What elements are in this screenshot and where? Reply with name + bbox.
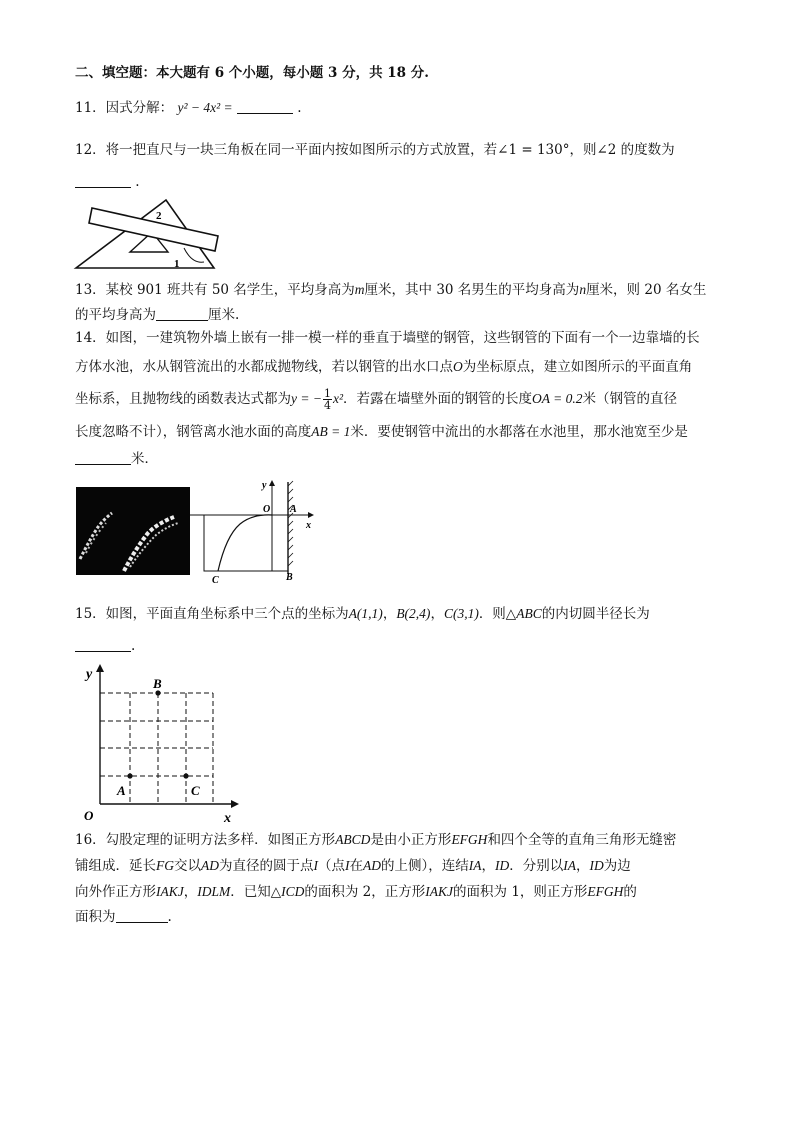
q16-text-1b: 是由小正方形 [370,832,452,848]
q14-fraction [323,388,332,411]
q14-text-2a: 方体水池，水从钢管流出的水都成抛物线，若以钢管的出水口点 [75,359,453,375]
question-12 [75,140,675,160]
q14-label-x: x [306,520,311,531]
q16-text-2h: 为边 [603,858,631,874]
q14-line3 [75,388,677,411]
q14-text-4b: 米．要使钢管中流出的水都落在水池里，那水池宽至少是 [350,424,688,440]
q14-text-3b: ．若露在墙壁外面的钢管的长度 [343,391,533,407]
q14-line4 [75,422,688,442]
q15-y-arrow [96,664,104,672]
q16-line3: 向外作正方形IAKJ，IDLM．已知△ICD的面积为 2，正方形IAKJ的面积为 1，则正方形EFGH的 [75,884,637,900]
q15-text-c: 的内切圆半径长为 [541,606,650,622]
q15-point-a: A(1,1) [348,606,383,621]
q13-var-m: m [354,282,365,297]
q14-func-rhs: x² [332,391,344,406]
q16-line2: 铺组成．延长FG交以AD为直径的圆于点I（点I在AD的上侧），连结IA，ID．分别以IA，ID为边 [75,858,631,874]
q16-efgh: EFGH [451,832,488,847]
q14-text-4a: 长度忽略不计），钢管离水池水面的高度 [75,424,312,440]
q16-text-2f: 的上侧），连结 [381,858,469,874]
q16-id: ID [495,858,510,873]
q12-label-2: 2 [156,210,162,222]
q15-point-c: C(3,1) [443,606,479,621]
q12-figure [72,196,224,272]
q15-abc: ABC [516,606,542,621]
q14-text-3a: 坐标系，且抛物线的函数表达式都为 [75,391,291,407]
q14-label-y: y [262,480,267,491]
question-13 [75,280,706,300]
q14-frac-den: 4 [323,399,331,412]
q15-point-b: B(2,4) [396,606,431,621]
q13-text-b: 厘米，其中 30 名男生的平均身高为 [364,282,580,298]
q13-text-d: 的平均身高为 [75,307,156,323]
q15-figure [78,658,244,824]
q16-ia2: IA [563,858,576,873]
question-14 [75,328,700,348]
q14-y-arrow [269,480,275,486]
q11-period: . [297,100,302,116]
q13-answer-blank[interactable] [156,306,208,321]
q15-dot-c [183,773,188,778]
q16-text-2a: 铺组成．延长 [75,858,156,874]
q13-text-c: 厘米，则 20 名女生 [586,282,707,298]
q16-fg: FG [156,858,174,873]
question-11 [75,98,302,118]
q14-photo-water [76,487,190,575]
q14-ab: AB = 1 [311,424,351,439]
q14-text-5: 米． [131,451,158,467]
q13-text-e: 厘米. [208,307,240,323]
q15-label-y: y [86,667,93,682]
q15-label-c: C [191,783,200,798]
q11-text: 11．因式分解： [75,100,174,116]
q12-period: . [135,174,140,190]
q11-expression: y² − 4x² = [177,100,233,115]
q16-text-4a: 面积为 [75,909,116,925]
q16-iakj: IAKJ [156,884,184,899]
q14-photo [76,487,190,575]
q16-text-3c: 的面积为 2，正方形 [304,884,426,900]
q16-text-2d: （点 [318,858,345,874]
q16-text-2g: ．分别以 [509,858,564,874]
q16-abcd: ABCD [335,832,371,847]
q16-text-1c: 和四个全等的直角三角形无缝密 [487,832,677,848]
q14-wall-hatch [288,481,293,566]
q16-i2: I [345,858,350,873]
q16-text-1a: 16．勾股定理的证明方法多样．如图正方形 [75,832,336,848]
section-heading: 二、填空题：本大题有 6 个小题，每小题 3 分，共 18 分. [75,65,429,81]
q15-dot-a [127,773,132,778]
q16-text-2b: 交以 [174,858,201,874]
q16-line4 [75,907,172,927]
q12-answer-blank[interactable] [75,173,131,188]
q16-text-3a: 向外作正方形 [75,884,156,900]
q16-ia: IA [468,858,482,873]
q16-i: I [313,858,318,873]
q14-line2 [75,357,692,377]
q16-text-3e: 的 [623,884,637,900]
q13-var-n: n [579,282,587,297]
q14-var-o: O [453,359,463,374]
q15-x-arrow [231,800,239,808]
q14-oa: OA = 0.2 [532,391,583,406]
q12-label-1: 1 [174,258,180,270]
q15-label-o: O [84,808,94,823]
q16-text-2c: 为直径的圆于点 [219,858,314,874]
q15-text-a: 15．如图，平面直角坐标系中三个点的坐标为 [75,606,349,622]
q16-answer-blank[interactable] [116,908,168,923]
q16-text-3d: 的面积为 1，则正方形 [453,884,588,900]
q11-answer-blank[interactable] [237,99,293,114]
q12-answer-line [75,172,140,192]
q16-idlm: IDLM [197,884,231,899]
q16-id2: ID [589,858,604,873]
q14-text-2b: 为坐标原点，建立如图所示的平面直角 [462,359,693,375]
q14-line5 [75,449,158,469]
q15-period: . [131,638,136,654]
question-15: 15．如图，平面直角坐标系中三个点的坐标为A(1,1)，B(2,4)，C(3,1)．则△ABC的内切圆半径长为 [75,606,650,622]
q16-text-3b: ．已知△ [230,884,282,900]
q14-answer-blank[interactable] [75,450,131,465]
q15-dot-b [155,690,160,695]
q12-text: 12．将一把直尺与一块三角板在同一平面内按如图所示的方式放置，若∠1 = 130°，则∠2 的度数为 [75,142,675,158]
q14-func-lhs: y = − [291,391,322,406]
q15-label-x: x [224,811,231,824]
question-16 [75,830,676,850]
q14-pool [204,515,288,571]
q16-icd: ICD [281,884,305,899]
q16-ad: AD [201,858,219,873]
q13-text-a: 13．某校 901 班共有 50 名学生，平均身高为 [75,282,355,298]
q14-label-o: O [263,504,271,515]
q14-text-1: 14．如图，一建筑物外墙上嵌有一排一模一样的垂直于墙壁的钢管，这些钢管的下面有一个一边靠墙的长 [75,330,700,346]
q13-line2 [75,305,239,325]
q15-text-b: ．则△ [478,606,517,622]
q15-answer-blank[interactable] [75,637,131,652]
q15-label-b: B [153,676,162,691]
q15-label-a: A [117,783,126,798]
q14-x-arrow [308,512,314,518]
q15-answer-line [75,636,135,656]
q14-diagram [190,476,320,588]
q14-label-a: A [290,504,297,515]
q14-text-3c: 米（钢管的直径 [582,391,678,407]
q16-efgh2: EFGH [587,884,624,899]
q16-iakj2: IAKJ [425,884,454,899]
q14-label-b: B [286,572,293,583]
q14-parabola [218,515,272,571]
q16-text-4b: . [167,909,172,925]
q16-ad2: AD [363,858,381,873]
q14-label-c: C [212,575,219,586]
q16-text-2e: 在 [349,858,363,874]
q14-frac-num: 1 [323,387,331,400]
